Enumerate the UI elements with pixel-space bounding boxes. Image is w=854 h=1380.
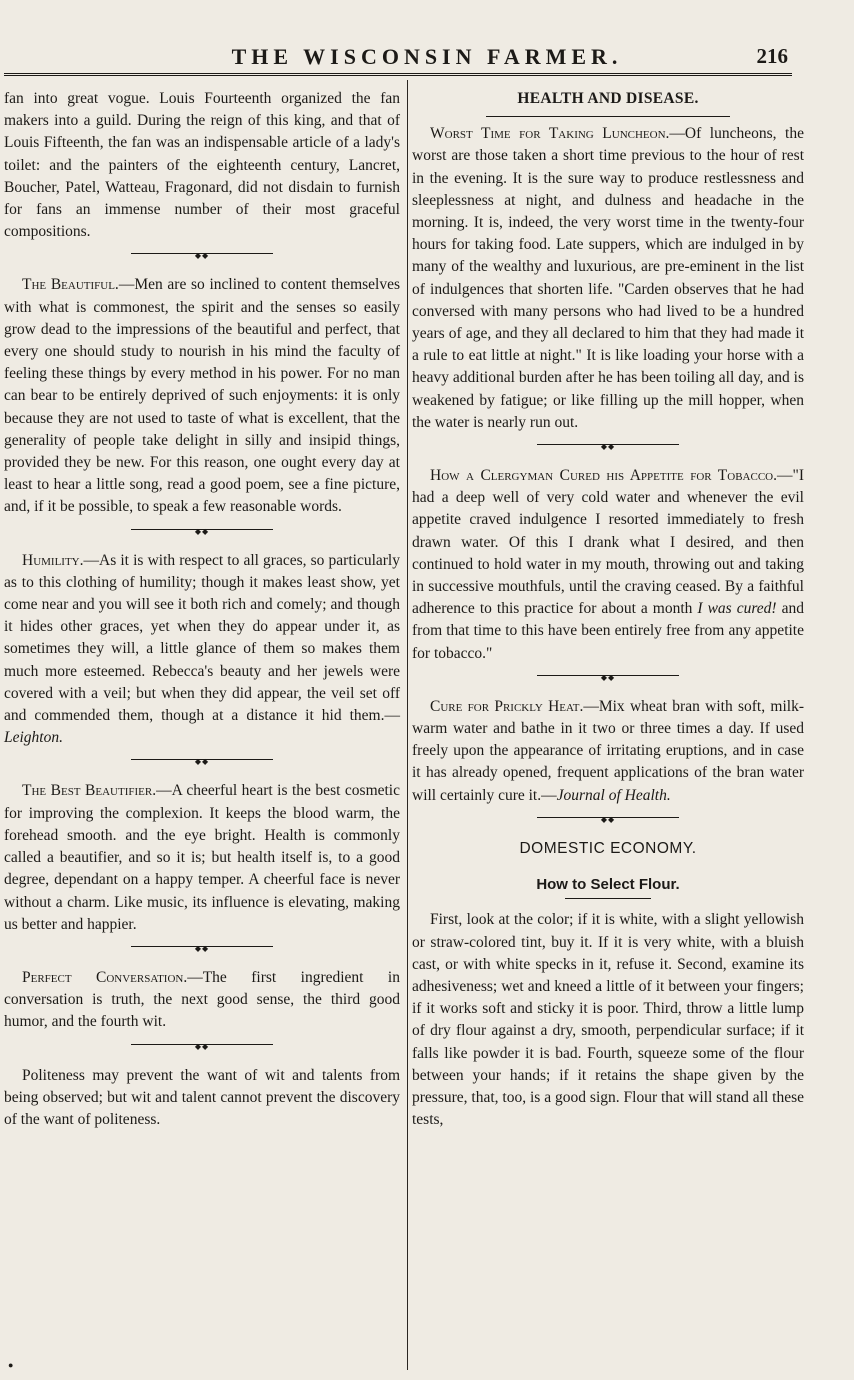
conversation-paragraph xyxy=(4,967,400,1034)
beautiful-body: —Men are so inclined to content themselves with what is commonest, the spirit and the senses so easily grow dead to the impressions of the beautiful and perfect, that every one should study to nourish in his mind the faculty of feeling these things by every method in his power. For no man can bear to be entirely deprived of such enjoyments: it is only because they are not used to taste of what is excellent, that the generality of people take delight in silly and insipid things, provided they be new. For this reason, one ought every day at least to hear a little song, read a good poem, see a fine picture, and, if it be possible, to speak a few reasonable words. xyxy=(4,276,401,516)
separator xyxy=(412,437,804,453)
beautifier-paragraph xyxy=(4,780,400,935)
right-column xyxy=(412,88,804,1131)
separator xyxy=(4,939,400,955)
humility-body: —As it is with respect to all graces, so particularly as to this clothing of humility; though it makes least show, yet come near and you will see it both rich and comely; and though it hides other graces, yet when they do appear under it, as sometimes they will, a little glance of them so makes them much more esteemed. Rebecca's beauty and her jewels were covered with a veil; but when they did appear, the veil set off and commended them, though at a distance it hid them.— xyxy=(4,551,400,725)
tobacco-body-end: and from that time to this have been entirely free from any appetite for tobacco." xyxy=(412,600,804,662)
separator xyxy=(412,810,804,826)
left-column xyxy=(4,88,400,1131)
tobacco-paragraph xyxy=(412,465,804,665)
heading-rule xyxy=(486,116,729,117)
page-mark: ● xyxy=(8,1360,14,1370)
beautifier-title: The Best Beautifier. xyxy=(22,782,157,800)
prickly-heat-source: Journal of Health. xyxy=(556,786,671,804)
prickly-heat-title: Cure for Prickly Heat. xyxy=(430,697,584,715)
separator xyxy=(4,1037,400,1053)
flour-paragraph: First, look at the color; if it is white, with a slight yellowish or straw-colored tint, buy it. If it is very white, with a bluish cast, or with white specks in it, refuse it. Second, examine its adhesiveness; wet and kneed a little of it between your fingers; if it works soft and sticky it is poor. Third, throw a little lump of dry flour against a dry, smooth, perpendicular surface; if it falls like powder it is bad. Fourth, squeeze some of the flour between your hands; if it retains the shape given by the pressure, that, too, is a good sign. Flour that will stand all these tests, xyxy=(412,911,804,1129)
luncheon-title: Worst Time for Taking Luncheon. xyxy=(430,125,670,143)
luncheon-body: —Of luncheons, the worst are those taken a short time previous to the hour of rest in the evening. It is the sure way to produce restlessness and sleeplessness at night, and dulness and headache in the morning. It is, indeed, the very worst time in the twenty-four hours for taking food. Late suppers, which are indulged in by many of the wealthy and luxurious, are pre-eminent in the list of indulgences that shorten life. "Carden observes that he had conversed with many persons who had lived to be a hundred years of age, and they all declared to him that they had made it a rule to eat little at night." It is like loading your horse with a heavy additional burden after he has been toiling all day, and is weakened by fatigue; or like filling up the mill hopper, when the water is nearly run out. xyxy=(412,125,804,431)
tobacco-title: How a Clergyman Cured his Appetite for Tobacco. xyxy=(430,467,777,485)
politeness-paragraph: Politeness may prevent the want of wit and talents from being observed; but wit and talent cannot prevent the discovery of the want of politeness. xyxy=(4,1066,400,1128)
separator xyxy=(4,752,400,768)
flour-subheading: How to Select Flour. xyxy=(536,876,680,894)
luncheon-paragraph xyxy=(412,123,804,434)
subheading-rule xyxy=(565,898,651,899)
prickly-heat-body: —Mix wheat bran with soft, milk-warm water and bathe in it two or three times a day. If used freely upon the appearance of irritating eruptions, and in case it has already opened, frequent applications of the bran water will certainly cure it.— xyxy=(412,697,804,804)
humility-paragraph xyxy=(4,550,400,750)
separator xyxy=(4,246,400,262)
domestic-section-heading: DOMESTIC ECONOMY. xyxy=(519,839,697,857)
humility-source: Leighton. xyxy=(4,729,63,747)
masthead-title: THE WISCONSIN FARMER. xyxy=(231,44,623,69)
humility-title: Humility. xyxy=(22,551,84,569)
health-section-heading: HEALTH AND DISEASE. xyxy=(517,90,699,107)
beautiful-paragraph xyxy=(4,274,400,518)
prickly-heat-paragraph xyxy=(412,696,804,807)
tobacco-body-start: —"I had a deep well of very cold water and whenever the evil appetite craved indulgence I resorted immediately to fresh drawn water. Of this I drank what I desired, and then continued to hold water in my mouth, throwing out and taking in successive mouthfuls, until the craving ceased. By a faithful adherence to this practice for about a month xyxy=(412,467,804,618)
header-rule xyxy=(4,73,792,76)
beautifier-body: —A cheerful heart is the best cosmetic for improving the complexion. It keeps the blood warm, the forehead smooth. and the eye bright. Health is commonly called a beautifier, and so it is; but health itself is, to a good degree, dependant on a happy temper. A cheerful face is never without a charm. Like music, its influence is elevating, making us better and happier. xyxy=(4,782,400,933)
separator xyxy=(412,668,804,684)
beautiful-title: The Beautiful. xyxy=(22,276,119,294)
tobacco-cured-emphasis: I was cured! xyxy=(697,600,777,618)
fan-paragraph: fan into great vogue. Louis Fourteenth organized the fan makers into a guild. During the reign of this king, and that of Louis Fifteenth, the fan was an indispensable article of a lady's toilet: and the painters of the eighteenth century, Lancret, Boucher, Patel, Watteau, Fragonard, did not disdain to furnish for fans an immense number of their most graceful compositions. xyxy=(4,90,400,241)
page-number: 216 xyxy=(756,44,788,68)
column-divider xyxy=(407,80,408,1370)
conversation-title: Perfect Conversation. xyxy=(22,968,188,986)
conversation-body: —The first ingredient in conversation is truth, the next good sense, the third good humor, and the fourth wit. xyxy=(4,968,400,1031)
separator xyxy=(4,522,400,538)
